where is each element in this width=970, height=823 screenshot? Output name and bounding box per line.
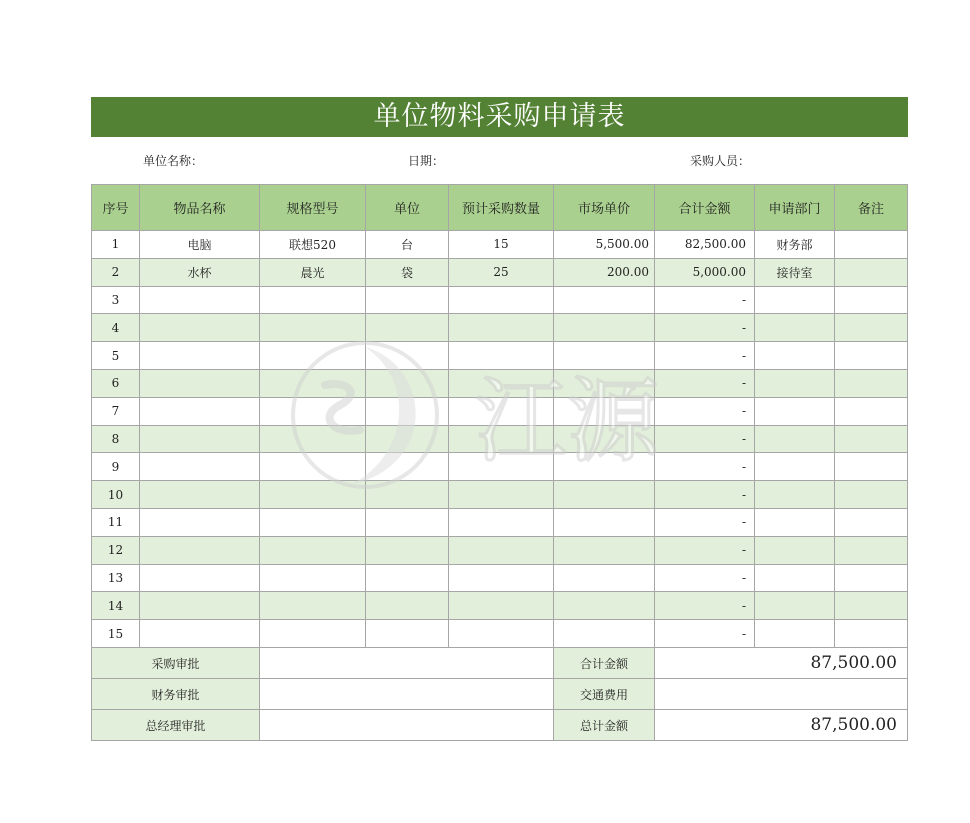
table-row <box>92 453 908 481</box>
table-row <box>92 342 908 370</box>
spec-cell[interactable] <box>260 342 366 370</box>
dept-cell[interactable]: 财务部 <box>755 231 835 259</box>
unit-cell[interactable] <box>366 342 449 370</box>
qty-cell[interactable] <box>449 397 554 425</box>
table-row <box>92 564 908 592</box>
spec-cell[interactable] <box>260 453 366 481</box>
amount-cell[interactable]: - <box>655 286 755 314</box>
price-cell[interactable] <box>554 425 655 453</box>
spec-cell[interactable] <box>260 508 366 536</box>
note-cell[interactable] <box>835 453 908 481</box>
price-cell[interactable]: 200.00 <box>554 258 655 286</box>
gm-approval-field[interactable] <box>260 710 554 741</box>
qty-cell[interactable] <box>449 369 554 397</box>
form-title: 单位物料采购申请表 <box>91 97 908 137</box>
unit-cell[interactable] <box>366 314 449 342</box>
note-cell[interactable] <box>835 397 908 425</box>
note-cell[interactable] <box>835 564 908 592</box>
dept-cell[interactable] <box>755 397 835 425</box>
purchase-approval-label: 采购审批 <box>92 648 260 679</box>
price-cell[interactable] <box>554 342 655 370</box>
row-no-cell[interactable]: 7 <box>92 397 140 425</box>
table-row <box>92 231 908 259</box>
unit-cell[interactable] <box>366 620 449 648</box>
price-cell[interactable] <box>554 397 655 425</box>
row-no-cell[interactable]: 6 <box>92 369 140 397</box>
unit-cell[interactable] <box>366 425 449 453</box>
finance-approval-label: 财务审批 <box>92 679 260 710</box>
qty-cell[interactable] <box>449 592 554 620</box>
spec-cell[interactable]: 联想520 <box>260 231 366 259</box>
price-cell[interactable] <box>554 592 655 620</box>
subtotal-value[interactable]: 87,500.00 <box>655 648 908 679</box>
table-header-row <box>92 185 908 231</box>
unit-cell[interactable] <box>366 453 449 481</box>
unit-cell[interactable]: 袋 <box>366 258 449 286</box>
amount-cell[interactable]: - <box>655 369 755 397</box>
item-name-cell[interactable] <box>140 620 260 648</box>
note-cell[interactable] <box>835 508 908 536</box>
row-no-cell[interactable]: 1 <box>92 231 140 259</box>
table-row <box>92 481 908 509</box>
row-no-cell[interactable]: 2 <box>92 258 140 286</box>
date-label: 日期： <box>408 154 445 168</box>
price-cell[interactable] <box>554 453 655 481</box>
dept-cell[interactable] <box>755 314 835 342</box>
row-no-cell[interactable]: 11 <box>92 508 140 536</box>
note-cell[interactable] <box>835 481 908 509</box>
table-row <box>92 592 908 620</box>
amount-cell[interactable]: - <box>655 564 755 592</box>
unit-cell[interactable] <box>366 481 449 509</box>
table-row <box>92 425 908 453</box>
note-cell[interactable] <box>835 536 908 564</box>
note-cell[interactable] <box>835 592 908 620</box>
table-row <box>92 508 908 536</box>
amount-cell[interactable]: - <box>655 425 755 453</box>
dept-cell[interactable] <box>755 592 835 620</box>
table-row <box>92 369 908 397</box>
amount-cell[interactable]: - <box>655 620 755 648</box>
dept-cell[interactable] <box>755 564 835 592</box>
note-cell[interactable] <box>835 258 908 286</box>
qty-cell[interactable]: 25 <box>449 258 554 286</box>
item-name-cell[interactable] <box>140 342 260 370</box>
item-name-cell[interactable] <box>140 536 260 564</box>
qty-cell[interactable] <box>449 564 554 592</box>
unit-cell[interactable] <box>366 536 449 564</box>
qty-cell[interactable] <box>449 314 554 342</box>
spec-cell[interactable] <box>260 620 366 648</box>
qty-cell[interactable] <box>449 342 554 370</box>
spec-cell[interactable]: 晨光 <box>260 258 366 286</box>
spec-cell[interactable] <box>260 481 366 509</box>
col-header-unit: 单位 <box>366 185 449 231</box>
approval-table <box>91 647 908 741</box>
row-no-cell[interactable]: 13 <box>92 564 140 592</box>
unit-cell[interactable] <box>366 286 449 314</box>
table-row <box>92 536 908 564</box>
item-name-cell[interactable] <box>140 453 260 481</box>
price-cell[interactable] <box>554 369 655 397</box>
price-cell[interactable] <box>554 620 655 648</box>
subtotal-label: 合计金额 <box>554 648 655 679</box>
row-no-cell[interactable]: 10 <box>92 481 140 509</box>
purchase-approval-field[interactable] <box>260 648 554 679</box>
col-header-dept: 申请部门 <box>755 185 835 231</box>
dept-cell[interactable] <box>755 425 835 453</box>
spec-cell[interactable] <box>260 536 366 564</box>
table-row <box>92 258 908 286</box>
qty-cell[interactable]: 15 <box>449 231 554 259</box>
spec-cell[interactable] <box>260 425 366 453</box>
item-name-cell[interactable] <box>140 286 260 314</box>
qty-cell[interactable] <box>449 425 554 453</box>
note-cell[interactable] <box>835 314 908 342</box>
price-cell[interactable] <box>554 314 655 342</box>
dept-cell[interactable] <box>755 620 835 648</box>
item-name-cell[interactable] <box>140 592 260 620</box>
col-header-qty: 预计采购数量 <box>449 185 554 231</box>
unit-cell[interactable] <box>366 369 449 397</box>
amount-cell[interactable]: 5,000.00 <box>655 258 755 286</box>
item-name-cell[interactable]: 电脑 <box>140 231 260 259</box>
row-no-cell[interactable]: 8 <box>92 425 140 453</box>
amount-cell[interactable]: - <box>655 592 755 620</box>
transport-value[interactable] <box>655 679 908 710</box>
spec-cell[interactable] <box>260 369 366 397</box>
amount-cell[interactable]: 82,500.00 <box>655 231 755 259</box>
table-row <box>92 397 908 425</box>
unit-name-label: 单位名称： <box>143 154 204 168</box>
transport-label: 交通费用 <box>554 679 655 710</box>
col-header-no: 序号 <box>92 185 140 231</box>
table-row <box>92 620 908 648</box>
amount-cell[interactable]: - <box>655 481 755 509</box>
dept-cell[interactable] <box>755 481 835 509</box>
amount-cell[interactable]: - <box>655 397 755 425</box>
price-cell[interactable] <box>554 564 655 592</box>
price-cell[interactable] <box>554 536 655 564</box>
item-name-cell[interactable] <box>140 397 260 425</box>
row-no-cell[interactable]: 4 <box>92 314 140 342</box>
amount-cell[interactable]: - <box>655 314 755 342</box>
dept-cell[interactable] <box>755 536 835 564</box>
price-cell[interactable] <box>554 481 655 509</box>
amount-cell[interactable]: - <box>655 508 755 536</box>
note-cell[interactable] <box>835 620 908 648</box>
qty-cell[interactable] <box>449 536 554 564</box>
row-no-cell[interactable]: 9 <box>92 453 140 481</box>
col-header-name: 物品名称 <box>140 185 260 231</box>
price-cell[interactable] <box>554 286 655 314</box>
dept-cell[interactable]: 接待室 <box>755 258 835 286</box>
dept-cell[interactable] <box>755 453 835 481</box>
col-header-spec: 规格型号 <box>260 185 366 231</box>
note-cell[interactable] <box>835 231 908 259</box>
qty-cell[interactable] <box>449 453 554 481</box>
amount-cell[interactable]: - <box>655 342 755 370</box>
dept-cell[interactable] <box>755 508 835 536</box>
item-name-cell[interactable] <box>140 508 260 536</box>
amount-cell[interactable]: - <box>655 536 755 564</box>
item-name-cell[interactable] <box>140 314 260 342</box>
dept-cell[interactable] <box>755 286 835 314</box>
spec-cell[interactable] <box>260 314 366 342</box>
row-no-cell[interactable]: 5 <box>92 342 140 370</box>
total-label: 总计金额 <box>554 710 655 741</box>
row-no-cell[interactable]: 12 <box>92 536 140 564</box>
spec-cell[interactable] <box>260 397 366 425</box>
table-row <box>92 286 908 314</box>
price-cell[interactable] <box>554 508 655 536</box>
table-row <box>92 314 908 342</box>
col-header-amount: 合计金额 <box>655 185 755 231</box>
gm-approval-label: 总经理审批 <box>92 710 260 741</box>
note-cell[interactable] <box>835 342 908 370</box>
item-name-cell[interactable] <box>140 425 260 453</box>
unit-cell[interactable] <box>366 564 449 592</box>
row-no-cell[interactable]: 3 <box>92 286 140 314</box>
qty-cell[interactable] <box>449 286 554 314</box>
dept-cell[interactable] <box>755 369 835 397</box>
total-value[interactable]: 87,500.00 <box>655 710 908 741</box>
item-name-cell[interactable] <box>140 564 260 592</box>
unit-cell[interactable] <box>366 508 449 536</box>
qty-cell[interactable] <box>449 508 554 536</box>
note-cell[interactable] <box>835 369 908 397</box>
buyer-label: 采购人员： <box>690 154 751 168</box>
row-no-cell[interactable]: 15 <box>92 620 140 648</box>
unit-cell[interactable]: 台 <box>366 231 449 259</box>
unit-cell[interactable] <box>366 592 449 620</box>
purchase-table <box>91 184 908 648</box>
note-cell[interactable] <box>835 286 908 314</box>
unit-cell[interactable] <box>366 397 449 425</box>
finance-approval-field[interactable] <box>260 679 554 710</box>
spec-cell[interactable] <box>260 592 366 620</box>
col-header-note: 备注 <box>835 185 908 231</box>
amount-cell[interactable]: - <box>655 453 755 481</box>
note-cell[interactable] <box>835 425 908 453</box>
item-name-cell[interactable] <box>140 369 260 397</box>
item-name-cell[interactable]: 水杯 <box>140 258 260 286</box>
price-cell[interactable]: 5,500.00 <box>554 231 655 259</box>
row-no-cell[interactable]: 14 <box>92 592 140 620</box>
spec-cell[interactable] <box>260 286 366 314</box>
qty-cell[interactable] <box>449 620 554 648</box>
qty-cell[interactable] <box>449 481 554 509</box>
spec-cell[interactable] <box>260 564 366 592</box>
col-header-price: 市场单价 <box>554 185 655 231</box>
item-name-cell[interactable] <box>140 481 260 509</box>
watermark-text: 江源 <box>475 368 660 475</box>
dept-cell[interactable] <box>755 342 835 370</box>
